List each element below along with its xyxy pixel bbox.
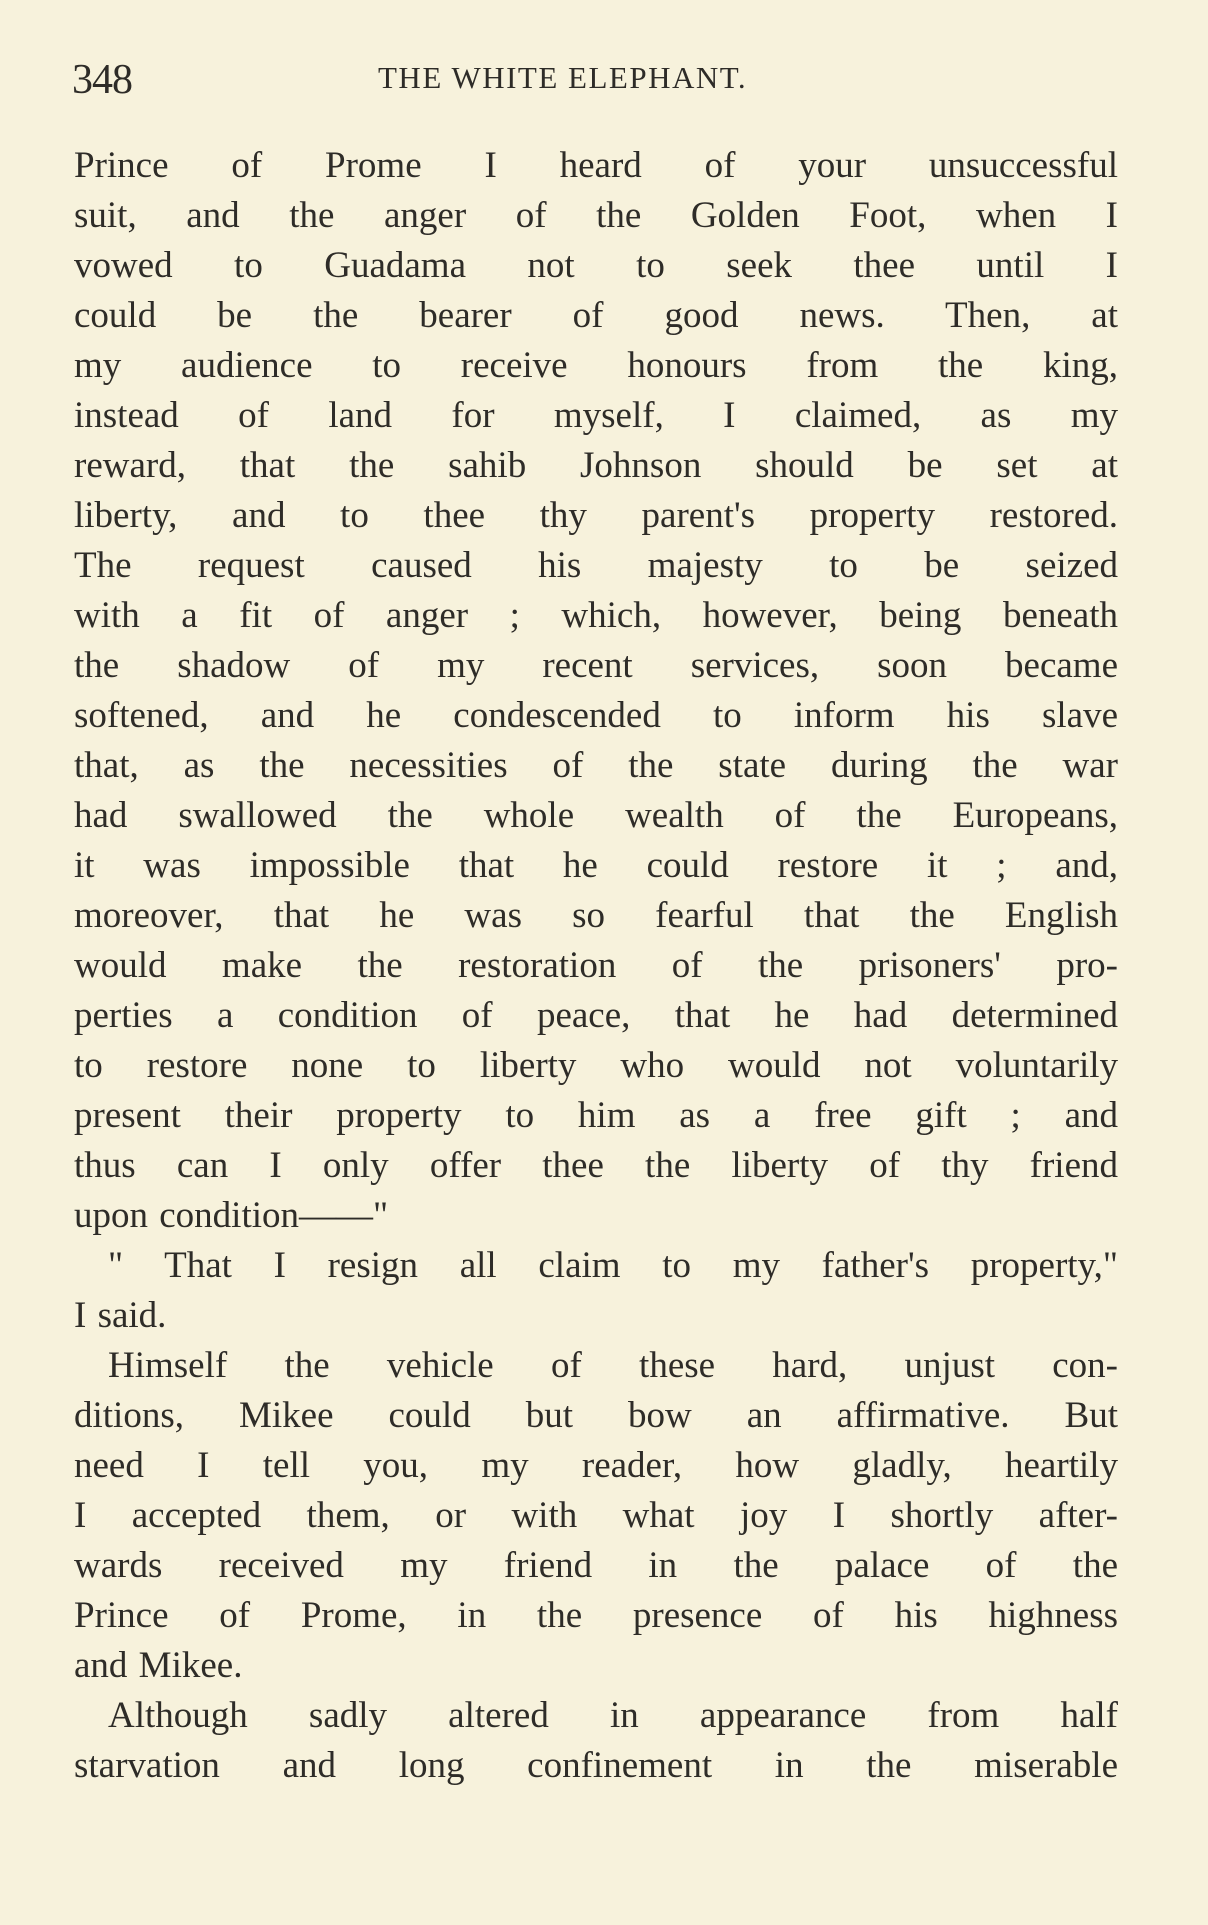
body-text bbox=[74, 141, 1118, 1791]
text-line: liberty, and to thee thy parent's property restored. bbox=[74, 495, 1118, 536]
text-line: I accepted them, or with what joy I shortly after- bbox=[74, 1495, 1118, 1536]
text-line: that, as the necessities of the state during the war bbox=[74, 745, 1118, 786]
text-line: vowed to Guadama not to seek thee until I bbox=[74, 245, 1118, 286]
running-head: THE WHITE ELEPHANT. bbox=[378, 60, 748, 95]
text-line: could be the bearer of good news. Then, at bbox=[74, 295, 1118, 336]
page-number: 348 bbox=[72, 57, 132, 103]
text-line: need I tell you, my reader, how gladly, heartily bbox=[74, 1445, 1118, 1486]
text-line: Although sadly altered in appearance from half bbox=[108, 1695, 1118, 1736]
text-line: the shadow of my recent services, soon became bbox=[74, 645, 1118, 686]
text-line: softened, and he condescended to inform his slave bbox=[74, 695, 1118, 736]
text-line: The request caused his majesty to be seized bbox=[74, 545, 1118, 586]
text-line: had swallowed the whole wealth of the Europeans, bbox=[74, 795, 1118, 836]
text-line: perties a condition of peace, that he had determined bbox=[74, 995, 1118, 1036]
text-line: Prince of Prome, in the presence of his highness bbox=[74, 1595, 1118, 1636]
text-line: and Mikee. bbox=[74, 1645, 243, 1686]
text-line: starvation and long confinement in the miserable bbox=[74, 1745, 1118, 1786]
text-line: thus can I only offer thee the liberty of thy friend bbox=[74, 1145, 1118, 1186]
text-line: I said. bbox=[74, 1295, 167, 1336]
text-line: ditions, Mikee could but bow an affirmative. But bbox=[74, 1395, 1118, 1436]
text-line: to restore none to liberty who would not voluntarily bbox=[74, 1045, 1118, 1086]
text-line: Prince of Prome I heard of your unsuccessful bbox=[74, 145, 1118, 186]
text-line: would make the restoration of the prisoners' pro- bbox=[74, 945, 1118, 986]
text-line: present their property to him as a free gift ; and bbox=[74, 1095, 1118, 1136]
text-line: Himself the vehicle of these hard, unjust con- bbox=[108, 1345, 1118, 1386]
text-line: upon condition——" bbox=[74, 1195, 389, 1236]
text-line: suit, and the anger of the Golden Foot, when I bbox=[74, 195, 1118, 236]
text-line: moreover, that he was so fearful that the English bbox=[74, 895, 1118, 936]
text-line: instead of land for myself, I claimed, as my bbox=[74, 395, 1118, 436]
text-line: reward, that the sahib Johnson should be set at bbox=[74, 445, 1118, 486]
text-line: " That I resign all claim to my father's property," bbox=[108, 1245, 1118, 1286]
text-line: my audience to receive honours from the king, bbox=[74, 345, 1118, 386]
text-line: wards received my friend in the palace of the bbox=[74, 1545, 1118, 1586]
text-line: with a fit of anger ; which, however, being beneath bbox=[74, 595, 1118, 636]
text-line: it was impossible that he could restore it ; and, bbox=[74, 845, 1118, 886]
